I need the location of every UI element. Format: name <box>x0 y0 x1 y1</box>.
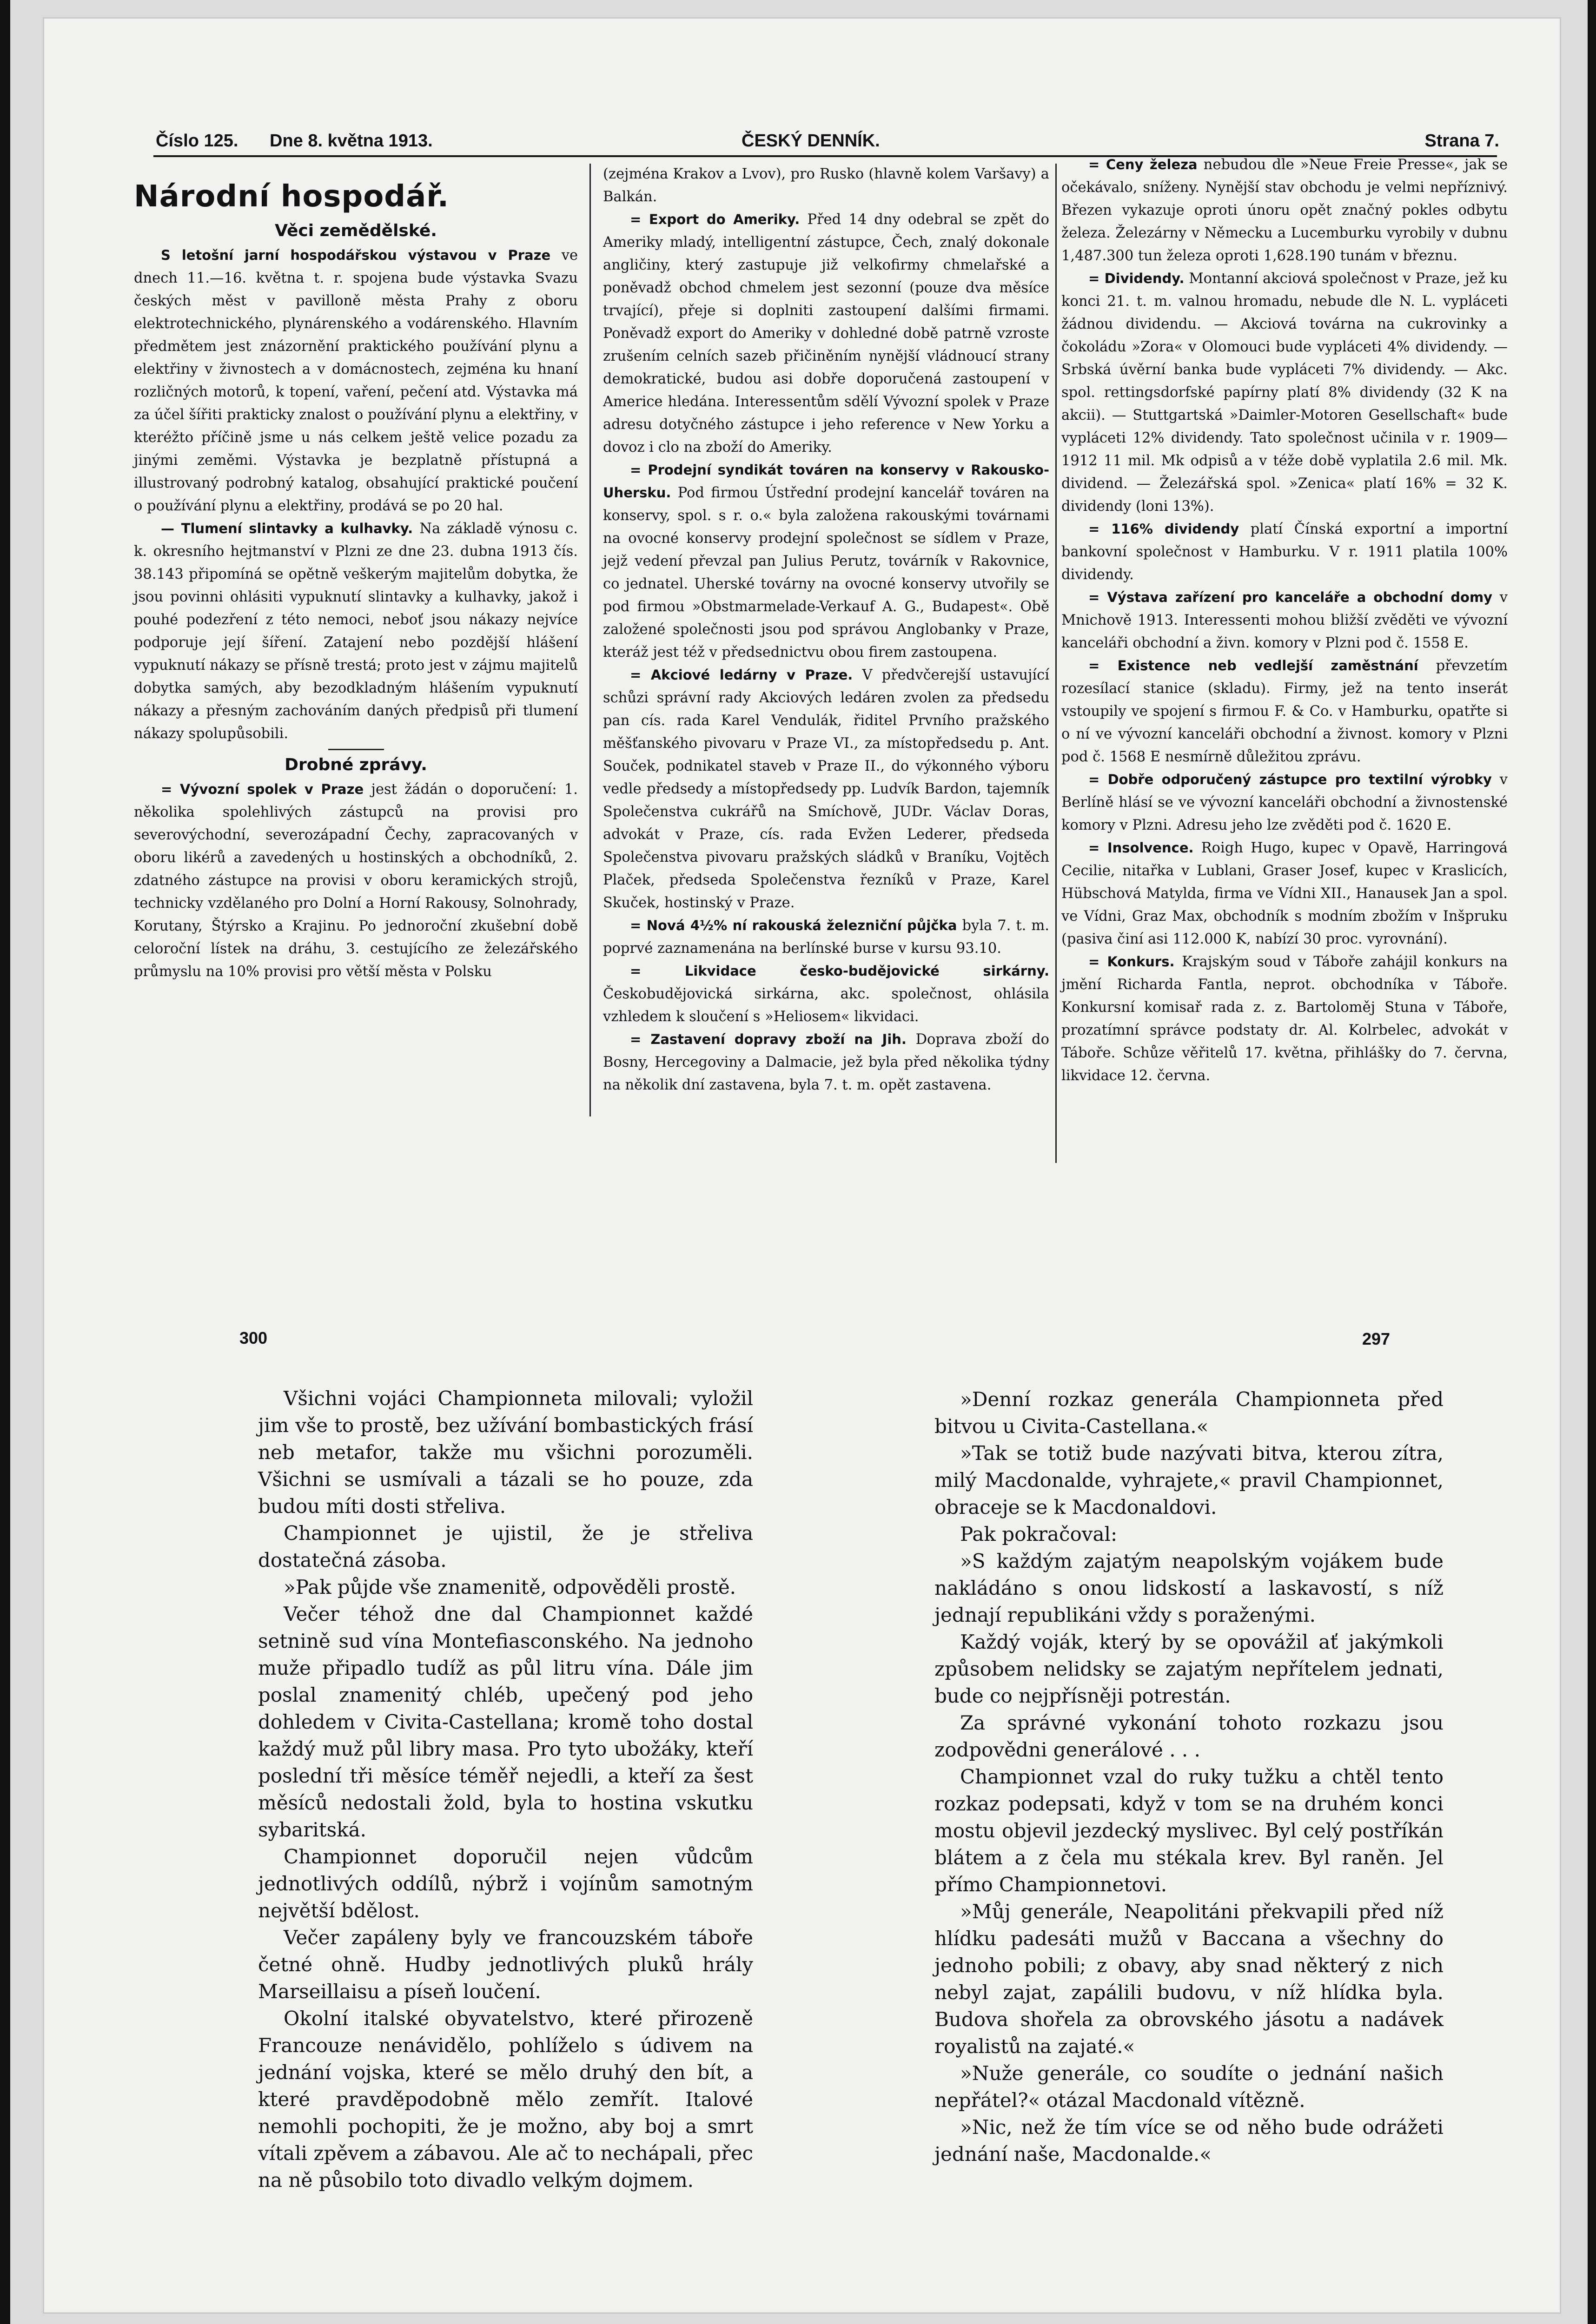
column-2 <box>603 163 1049 1096</box>
paragraph: »Nic, než že tím více se od něho bude odrážeti jednání naše, Macdonalde.« <box>934 2116 1444 2166</box>
article: = Akciové ledárny v Praze. V předvčerejší ustavující schůzi správní rady Akciových ledáren zvolen za předsedu pan cís. rada Karel Vendulák, řiditel Prvního pražského měšťanského pivovaru v Praze VI., za místopředsedu p. Ant. Souček, podnikatel staveb v Praze II., do výkonného výboru vedle předsedy a místopředsedy pp. Ludvík Bardon, tajemník Společenstva cukrářů na Smíchově, JUDr. Václav Doras, advokát v Praze, cís. rada Evžen Lederer, předseda Společenstva pivovaru pražských sládků v Braníku, Vojtěch Plaček, předseda Společenstva řezníků v Praze, Karel Skuček, hostinský v Praze. <box>603 667 1050 911</box>
article: = Existence neb vedlejší zaměstnání převzetím rozesílací stanice (skladu). Firmy, jež na tento inserát vstoupily ve spojení s firmou F. & Co. v Hamburku, opatřte si o ní ve vývozní kanceláři obchodní a živnost. komory v Plzni pod č. 1568 E nesmírně důležitou zprávu. <box>1061 658 1508 765</box>
column-divider <box>1055 164 1057 1163</box>
section-title: Národní hospodář. <box>134 179 450 214</box>
issue-number: Číslo 125. <box>156 131 238 151</box>
page-header <box>156 131 1499 150</box>
page-label: Strana 7. <box>1424 131 1499 151</box>
article: S letošní jarní hospodářskou výstavou v Praze ve dnech 11.—16. května t. r. spojena bude výstavka Svazu českých měst v pavilloně města Prahy z oboru elektrotechnického, plynárenského a vodárenského. Hlavním předmětem jest znázornění praktického používání plynu a elektřiny v živnostech a v domácnostech, zejména ku hnaní rozličných motorů, k topení, vaření, pečení atd. Výstavka má za účel šířiti prakticky znalost o používání plynu a elektřiny, v kteréžto příčině jsme u nás celkem ještě velice pozadu za jinými zeměmi. Výstavka je bezplatně přístupná a illustrovaný podrobný katalog, obsahující praktické poučení o používání plynu a elektřiny, prodává se po 20 hal. <box>134 247 578 514</box>
paragraph: Championnet vzal do ruky tužku a chtěl tento rozkaz podepsati, když v tom se na druhém konci mostu objevil jezdecký myslivec. Byl celý postříkán blátem a z čela mu stékala krev. Byl raněn. Jel přímo Championnetovi. <box>934 1765 1444 1896</box>
newspaper-title: ČESKÝ DENNÍK. <box>742 131 880 151</box>
subsection-title: Drobné zprávy. <box>285 755 427 774</box>
paragraph: Championnet je ujistil, že je střeliva dostatečná zásoba. <box>258 1522 753 1571</box>
paragraph: Večer téhož dne dal Championnet každé setnině sud vína Montefiasconského. Na jednoho muže připadlo tudíž as půl litru vína. Dále jim poslal znamenitý chléb, upečený pod jeho dohledem v Civita-Castellana; kromě toho dostal každý muž půl libry masa. Pro tyto ubožáky, kteří poslední tři měsíce téměř nejedli, a kteří za šest měsíců nedostali žold, byla to hostina vskutku sybaritská. <box>258 1603 753 1841</box>
paragraph: Večer zapáleny byly ve francouzském táboře četné ohně. Hudby jednotlivých pluků hrály Marseillaisu a píseň loučení. <box>258 1926 753 2003</box>
paragraph: Okolní italské obyvatelstvo, které přirozeně Francouze nenávidělo, pohlíželo s údivem na jednání vojska, které se mělo druhý den bít, a které pravděpodobně mělo zemřít. Italové nemohli pochopiti, že je možno, aby boj a smrt vítali zpěvem a zábavou. Ale ač to nechápali, přec na ně působilo toto divadlo velkým dojmem. <box>258 2007 753 2192</box>
article: — Tlumení slintavky a kulhavky. Na základě výnosu c. k. okresního hejtmanství v Plzni ze dne 23. dubna 1913 čís. 38.143 připomíná se opětně veškerým majitelům dobytka, že jsou povinni ohlásiti vypuknutí slintavky a kulhavky, jakož i pouhé podezření z této nemoci, neboť jsou nákazy nejvíce podporuje její šíření. Zatajení nebo pozdější hlášení vypuknutí nákazy se přísně trestá; proto jest v zájmu majitelů dobytka samých, aby bezodkladným hlášením vypuknutí nákazy a přesným zachováním daných předpisů při tlumení nákazy spolupůsobili. <box>134 521 578 742</box>
book-page-number-right: 297 <box>1362 1329 1391 1348</box>
scan-border-left <box>0 0 10 2324</box>
paragraph: »Můj generále, Neapolitáni překvapili před níž hlídku padesáti mužů v Baccana a všechny do jednoho pobili; z obavy, aby snad některý z nich nebyl zajat, zapálili budovu, v níž hlídka byla. Budova shořela za obrovského jásotu a nadávek royalistů na zajaté.« <box>934 1900 1444 2058</box>
article: = Výstava zařízení pro kanceláře a obchodní domy v Mnichově 1913. Interessenti mohou bližší zvěděti ve vývozní kanceláři obchodní a živn. komory v Plzni pod č. 1558 E. <box>1061 589 1508 651</box>
column-3 <box>1061 153 1508 1087</box>
paragraph: »Nuže generále, co soudíte o jednání našich nepřátel?« otázal Macdonald vítězně. <box>934 2062 1444 2112</box>
article: = Export do Ameriky. Před 14 dny odebral se zpět do Ameriky mladý, intelligentní zástupce, Čech, znalý dokonale angličiny, který zastupuje již velkofirmy chmelařské a poněvadž obchod chmelem jest sezonní (pouze dva měsíce trvající), přeje si doplniti zastoupení dalšími firmami. Poněvadž export do Ameriky v dohledné době patrně vzroste zrušením celních sazeb přičiněním nynější vládnoucí strany demokratické, budou asi dobře doporučená zastoupení v Americe hledána. Interessentům sdělí Vývozní spolek v Praze adresu dotyčného zástupce i jeho reference v New Yorku a dovoz i clo na zboží do Ameriky. <box>603 211 1049 456</box>
scan-border-right <box>1588 0 1596 2324</box>
article-continuation: (zejména Krakov a Lvov), pro Rusko (hlavně kolem Varšavy) a Balkán. <box>603 166 1049 205</box>
article: = Vývozní spolek v Praze jest žádán o doporučení: 1. několika spolehlivých zástupců na provisi pro severovýchodní, severozápadní Čechy, zapracovaných v oboru likérů a zavedených u hostinských a obchodníků, 2. zdatného zástupce na provisi v oboru keramických strojů, technicky vzdělaného pro Dolní a Horní Rakousy, Solnohrady, Korutany, Štýrsko a Krajinu. Po jednoroční zkušební době celoroční lístek na dráhu, 3. cestujícího ze železářského průmyslu na 10% provisi pro větší města v Polsku <box>134 781 578 980</box>
paragraph: »Tak se totiž bude nazývati bitva, kterou zítra, milý Macdonalde, vyhrajete,« pravil Championnet, obraceje se k Macdonaldovi. <box>934 1442 1444 1519</box>
issue-date: Dne 8. května 1913. <box>270 131 433 151</box>
article: = Konkurs. Krajským soud v Táboře zahájil konkurs na jmění Richarda Fantla, neprot. obchodníka v Táboře. Konkursní komisař rada z. z. Bartoloměj Stuna v Táboře, prozatímní správce podstaty dr. Al. Kolrbelec, advokát v Táboře. Schůze věřitelů 17. května, přihlášky do 7. června, likvidace 12. června. <box>1061 954 1508 1084</box>
paragraph: Championnet doporučil nejen vůdcům jednotlivých oddílů, nýbrž i vojínům samotným největší bdělost. <box>258 1845 753 1922</box>
paragraph: »Pak půjde vše znamenitě, odpověděli prostě. <box>284 1576 736 1598</box>
paragraph: Všichni vojáci Championneta milovali; vyložil jim vše to prostě, bez užívání bombastických frásí neb metafor, takže mu všichni porozuměli. Všichni se usmívali a tázali se ho pouze, zda budou míti dosti střeliva. <box>258 1387 753 1518</box>
article: = 116% dividendy platí Čínská exportní a importní bankovní společnost v Hamburku. V r. 1911 platila 100% dividendy. <box>1061 521 1508 583</box>
column-1 <box>134 170 578 983</box>
paragraph: »Denní rozkaz generála Championneta před bitvou u Civita-Castellana.« <box>934 1388 1444 1438</box>
paragraph: Každý voják, který by se opovážil ať jakýmkoli způsobem nelidsky se zajatým nepřítelem jednati, bude co nejpřísněji potrestán. <box>934 1631 1444 1707</box>
article: = Nová 4½% ní rakouská železniční půjčka byla 7. t. m. poprvé zaznamenána na berlínské burse v kursu 93.10. <box>603 918 1049 957</box>
novel-page-right <box>934 1386 1444 2168</box>
article: = Ceny železa nebudou dle »Neue Freie Presse«, jak se očekávalo, sníženy. Nynější stav obchodu je velmi nepříznivý. Březen vykazuje oproti únoru opět značný pokles odbytu železa. Železárny v Německu a Lucemburku vyrobily v dubnu 1,487.300 tun železa oproti 1,628.190 tunám v březnu. <box>1061 157 1508 264</box>
article: = Dobře odporučený zástupce pro textilní výrobky v Berlíně hlásí se ve vývozní kanceláři obchodní a živnostenské komory v Plzni. Adresu jeho lze zvěděti pod č. 1620 E. <box>1061 772 1508 833</box>
subsection-title: Věci zemědělské. <box>275 221 437 240</box>
book-page-number-left: 300 <box>239 1328 268 1347</box>
article: = Zastavení dopravy zboží na Jih. Doprava zboží do Bosny, Hercegoviny a Dalmacie, jež byla před několika týdny na několik dní zastavena, byla 7. t. m. opět zastavena. <box>603 1031 1049 1093</box>
novel-page-left <box>258 1385 753 2194</box>
paragraph: Za správné vykonání tohoto rozkazu jsou zodpovědni generálové . . . <box>934 1711 1444 1761</box>
column-divider <box>589 164 591 1116</box>
divider <box>328 749 384 750</box>
article: = Prodejní syndikát továren na konservy v Rakousko-Uhersku. Pod firmou Ústřední prodejní kancelář továren na konservy, spol. s r. o.« byla založena rakouskými továrnami na ovocné konservy prodejní společnost se sídlem v Praze, jejž vedení převzal pan Julius Perutz, továrník v Rakovnice, co jednatel. Uherské továrny na ovocné konservy utvořily se pod firmou »Obstmarmelade-Verkauf A. G., Budapest«. Obě založené společnosti jsou pod správou Anglobanky v Praze, kteráž jest též v předsednictvu obou firem zastoupena. <box>603 462 1049 660</box>
paragraph: »S každým zajatým neapolským vojákem bude nakládáno s onou lidskostí a laskavostí, s níž jednají republikáni vždy s poraženými. <box>934 1550 1444 1626</box>
article: = Likvidace česko-budějovické sirkárny. Českobudějovická sirkárna, akc. společnost, ohlásila vzhledem k sloučení s »Heliosem« likvidaci. <box>603 963 1049 1025</box>
article: = Insolvence. Roigh Hugo, kupec v Opavě, Harringová Cecilie, nitařka v Lublani, Graser Josef, kupec v Kraslicích, Hübschová Matylda, firma ve Vídni XII., Hanausek Jan a spol. ve Vídni, Graz Max, obchodník s modním zbožím v Inšpruku (pasiva činí asi 112.000 K, nabízí 30 proc. vyrovnání). <box>1061 840 1508 947</box>
article: = Dividendy. Montanní akciová společnost v Praze, jež ku konci 21. t. m. valnou hromadu, nebude dle N. L. vypláceti žádnou dividendu. — Akciová továrna na cukrovinky a čokoládu »Zora« v Olomouci bude vypláceti 4% dividendy. — Srbská úvěrní banka bude vypláceti 7% dividendy. — Akc. spol. rettingsdorfské papírny platí 8% dividendy (32 K na akcii). — Stuttgartská »Daimler-Motoren Gesellschaft« bude vypláceti 12% dividendy. Tato společnost učinila v r. 1909—1912 11 mil. Mk odpisů a v téže době vyplatila 2.6 mil. Mk. dividend. — Železářská spol. »Zenica« platí 16% = 32 K. dividendy (loni 13%). <box>1061 271 1508 515</box>
paragraph: Pak pokračoval: <box>960 1523 1118 1545</box>
